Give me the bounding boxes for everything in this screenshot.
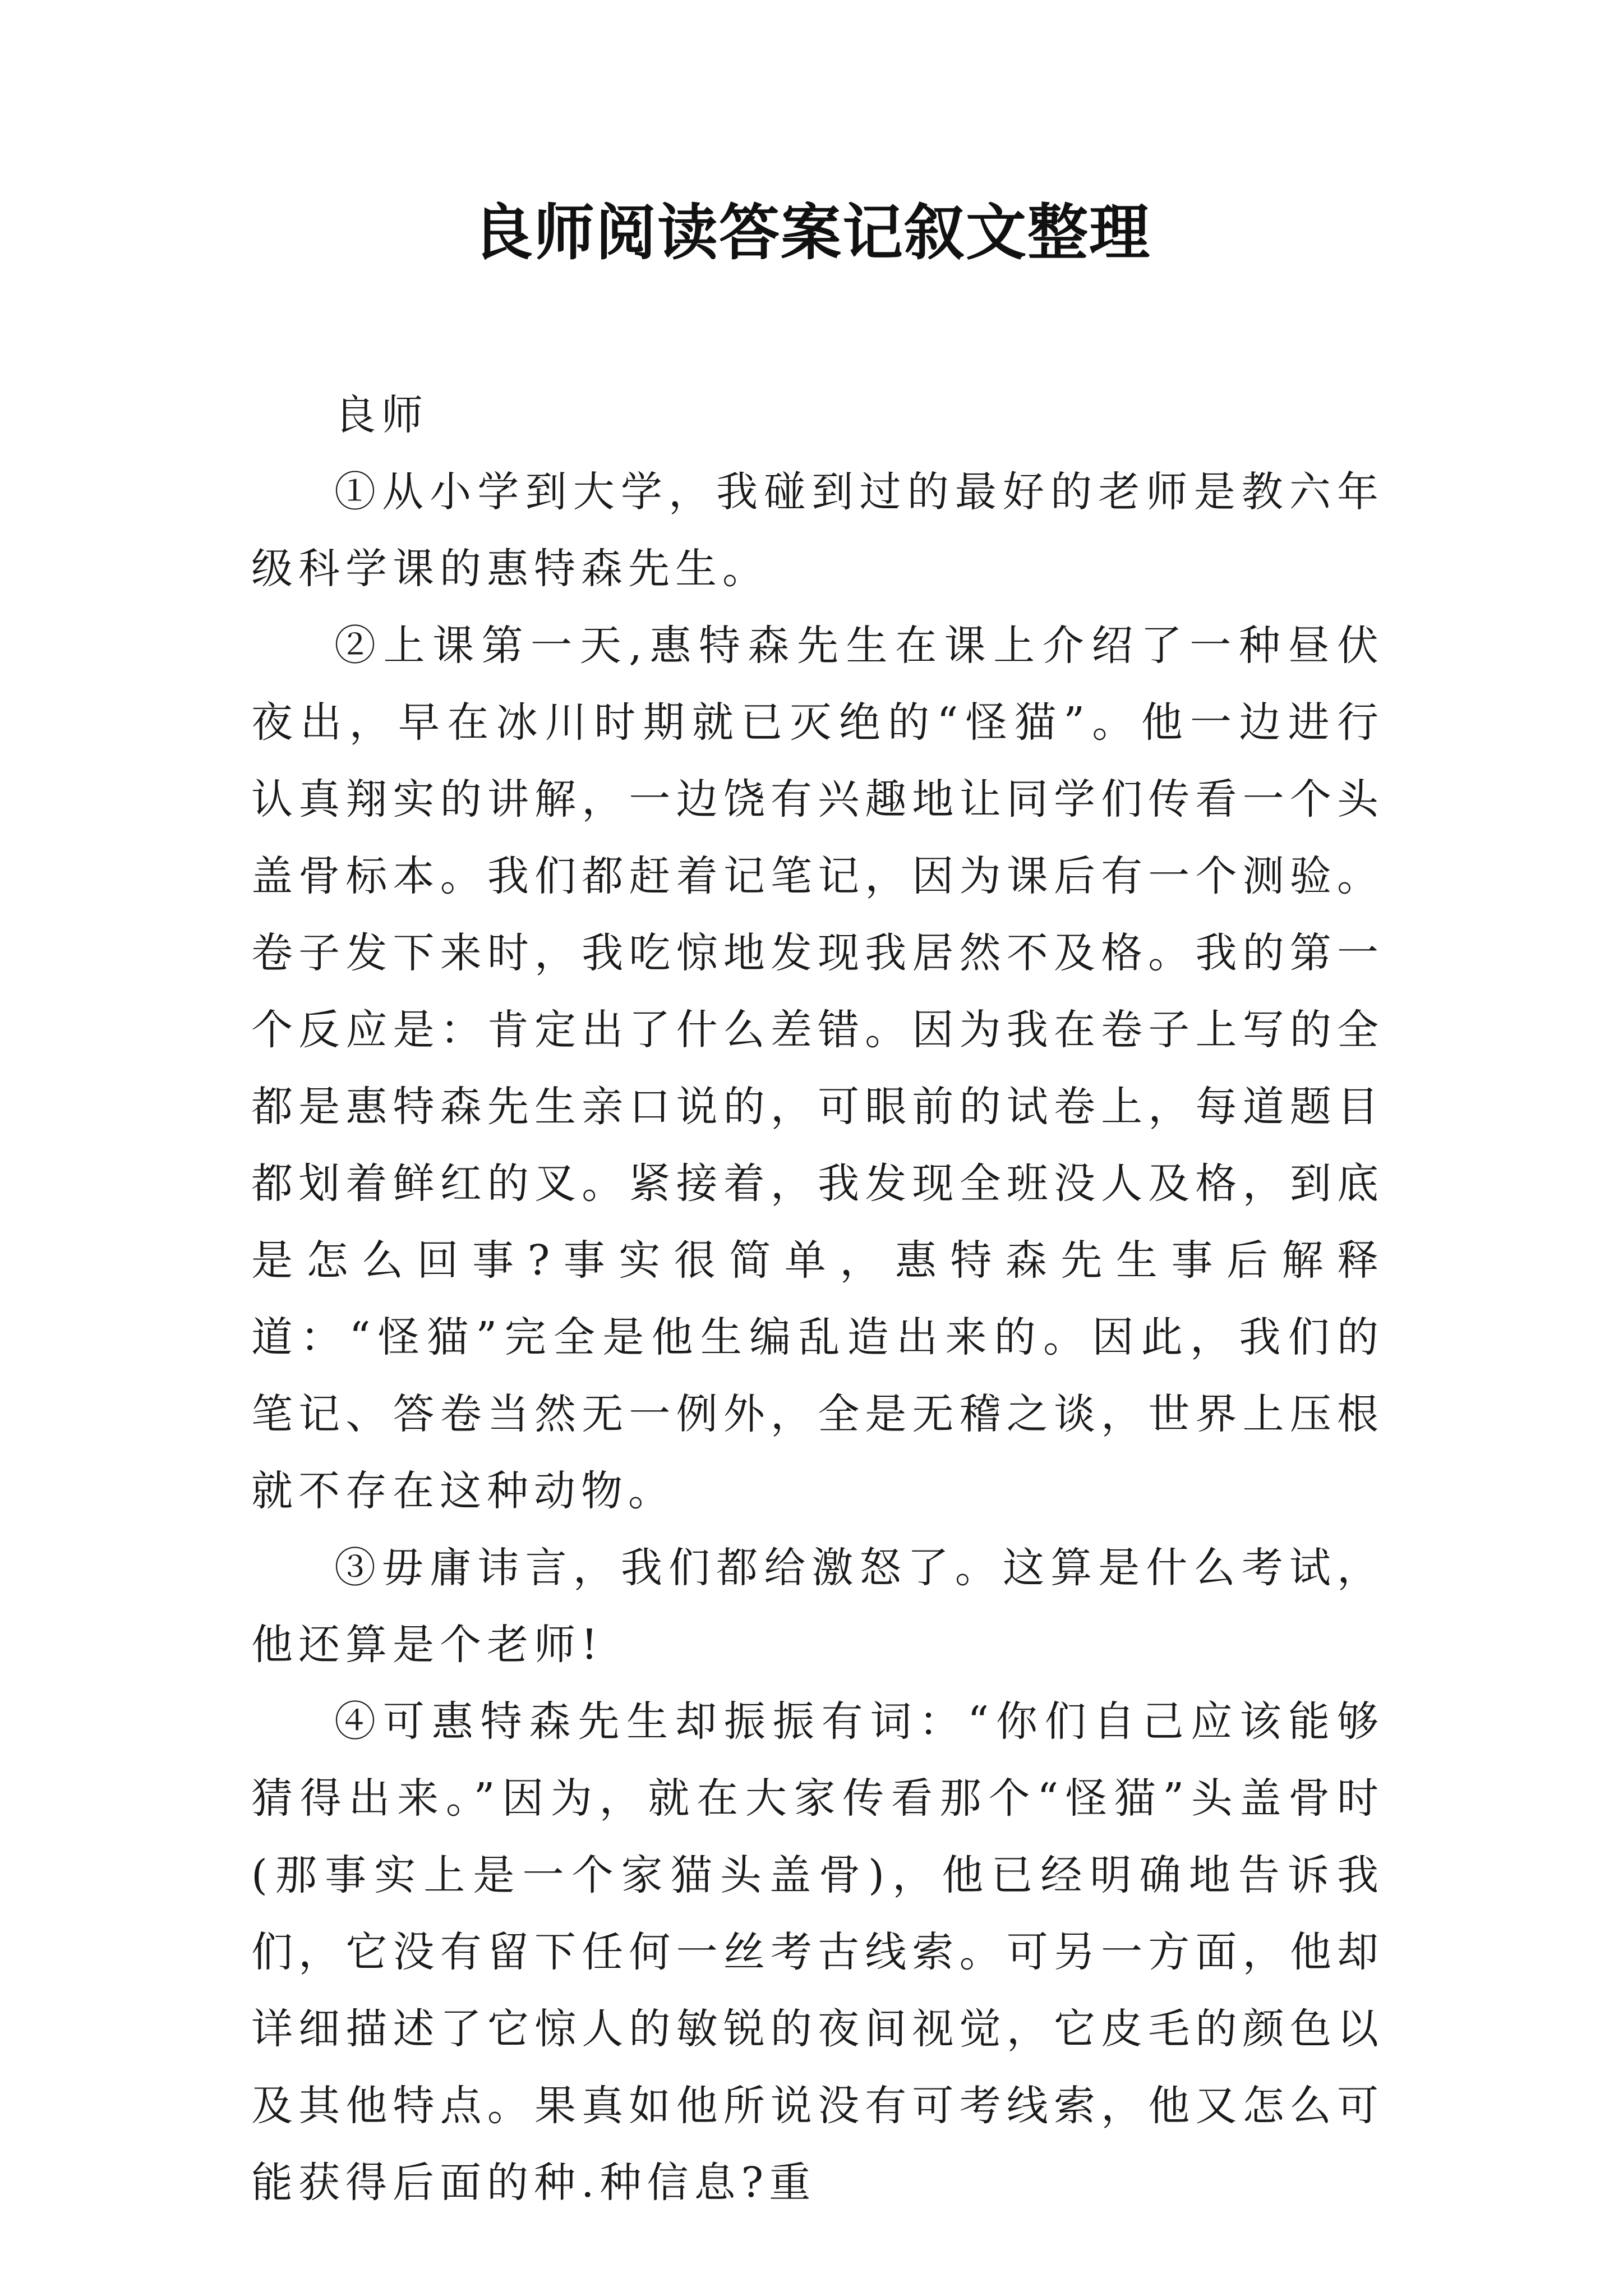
paragraph-2: ②上课第一天,惠特森先生在课上介绍了一种昼伏夜出，早在冰川时期就已灭绝的“怪猫”。他一边进行认真翔实的讲解，一边饶有兴趣地让同学们传看一个头盖骨标本。我们都赶着记笔记，因为课后有一个测验。卷子发下来时，我吃惊地发现我居然不及格。我的第一个反应是：肯定出了什么差错。因为我在卷子上写的全都是惠特森先生亲口说的，可眼前的试卷上，每道题目都划着鲜红的叉。紧接着，我发现全班没人及格，到底是怎么回事?事实很简单，惠特森先生事后解释道：“怪猫”完全是他生编乱造出来的。因此，我们的笔记、答卷当然无一例外，全是无稽之谈，世界上压根就不存在这种动物。 — [251, 622, 1384, 1515]
paragraph-4: ④可惠特森先生却振振有词：“你们自己应该能够猜得出来。”因为，就在大家传看那个“怪猫”头盖骨时(那事实上是一个家猫头盖骨)，他已经明确地告诉我们，它没有留下任何一丝考古线索。可另一方面，他却详细描述了它惊人的敏锐的夜间视觉，它皮毛的颜色以及其他特点。果真如他所说没有可考线索，他又怎么可能获得后面的种.种信息?重 — [251, 1697, 1384, 2207]
document-title: 良师阅读答案记叙文整理 — [472, 197, 1151, 268]
document-body — [251, 377, 1384, 2221]
paragraph-1: ①从小学到大学，我碰到过的最好的老师是教六年级科学课的惠特森先生。 — [251, 468, 1384, 593]
paragraph-3: ③毋庸讳言，我们都给激怒了。这算是什么考试，他还算是个老师! — [251, 1544, 1384, 1669]
subtitle: 良师 — [334, 391, 428, 439]
